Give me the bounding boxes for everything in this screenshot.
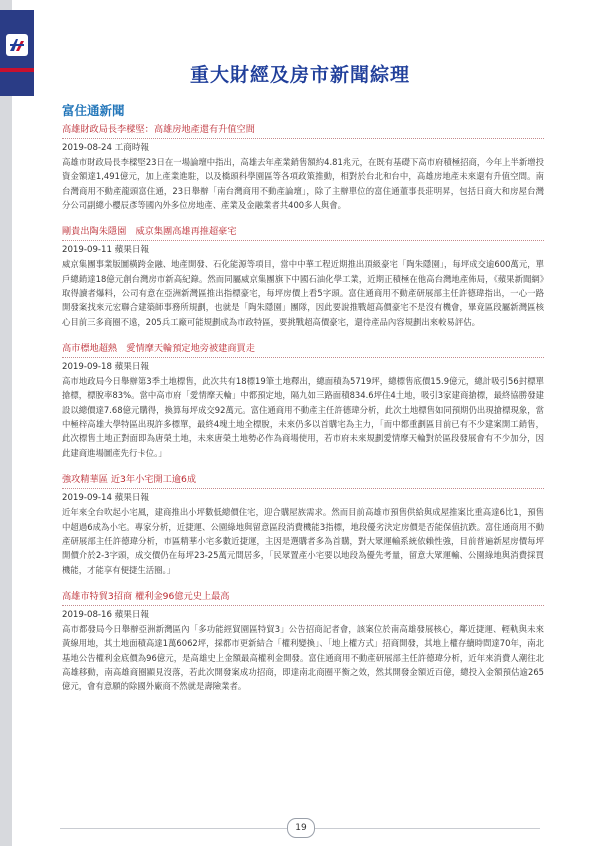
- page-title: 重大財經及房市新聞綜理: [189, 64, 410, 86]
- article-body: 高市地政局今日舉辦第3季土地標售，此次共有18標19筆土地釋出，總面積為5719坪，總標售底價15.9億元，總計吸引56封標單搶標，標脫率83%。當中高市府「愛情摩天輪」中都預定地，隔九如三路面積834.6坪住4土地，吸引3家建商搶標，最終協勝發建設以總價達7.68億元購得，換算每坪成交92萬元。富住通商用不動產主任許德瑋分析，此次土地標售如同預期仍出現搶標現象，當中極梓高雄大學特區出現許多標單，最終4塊土地全標脫，未來仍多以首購宅為主力，「而中都重劃區目前已有不少建案開工銷售，此次標售土地正對面即為唐榮土地，未來唐榮土地勢必作為商場使用，若市府未來規劃愛情摩天輪對於區段發展會有不少加分，因此建商進場圖產先行卡位。」: [62, 376, 544, 458]
- article-body: 威京集團事業版圖橫跨金融、地產開發、石化能源等項目，當中中華工程近期推出頂級豪宅「陶朱隱園」，每坪成交逾600萬元，單戶總銷達18億元創台灣房市新高紀錄。然而同屬威京集團旗下中國石油化學工業，近期正積極在他高台灣地產佈局，《蘋果新聞網》取得讀者爆料，公司有意在亞洲新灣區推出指標豪宅，每坪房價上看5字頭。富住通商用不動產研展部主任許德瑋指出，一心一路開發案找來元宏聯合建築師事務所規劃，也就是「陶朱隱園」團隊，因此要說推戰超高價豪宅不是沒有機會，畢竟區段屬新灣區核心目前三多商圈不遠，205兵工廠可能規劃成為市政特區，要挑戰超高價豪宅，還待產品內容規劃出來較易評估。: [62, 259, 544, 327]
- article-title[interactable]: 強攻精華區 近3年小宅開工逾6成: [62, 473, 544, 489]
- article-title[interactable]: 剛貴出陶朱隱園 威京集團高雄再推超豪宅: [62, 225, 544, 241]
- footer-divider-right: [314, 828, 540, 829]
- news-list: [62, 123, 544, 707]
- article-body: 高雄市財政局長李樑堅23日在一場論壇中指出，高雄去年產業銷售額約4.81兆元，在既有基礎下高市府積極招商，今年上半新增投資金額達1,491億元，加上產業進駐，以及橋頭科學園區等各項政策推動，相對於台北和台中，高雄房地產未來還有升值空間。南台灣商用不動產龍頭富住通，23日舉辦「南台灣商用不動產論壇」，除了主辦單位的富住通董事長莊明昇，包括日商大和房屋台灣分公司副總小櫻辰彥等國內外多位房地產、產業及金融業者共400多人與會。: [62, 157, 544, 211]
- left-rail: [0, 0, 12, 846]
- article-body: 高市都發局今日舉辦亞洲新灣區內「多功能經貿園區特貿3」公告招商記者會，該案位於南高雄發展核心，鄰近捷運、輕軌與未來黃線用地，其土地面積高達1萬6062坪，採都市更新結合「權利變換」、「地上權方式」招商開發，其地上權存續時間達70年，南北基地公告權利金底價為96億元，是高雄史上金額最高權利金開發。富住通商用不動產研展部主任許德瑋分析，近年來消費人潮往北高雄移動，南高雄商圈顯見沒落，若此次開發案成功招商，即達南北商圈平衡之效，然其開發金額近百億，總投入金額預估逾265億元，會有意願的除國外廠商不然就是壽險業者。: [62, 623, 544, 692]
- page-number: 19: [287, 818, 315, 838]
- article-date-source: 2019-09-11 蘋果日報: [62, 245, 150, 256]
- news-article: [62, 123, 544, 212]
- section-heading: 富住通新聞: [62, 103, 125, 118]
- article-title[interactable]: 高雄財政局長李樑堅：高雄房地產還有升值空間: [62, 123, 544, 139]
- news-article: [62, 590, 544, 694]
- footer-divider-left: [60, 828, 287, 829]
- news-article: [62, 342, 544, 460]
- article-title[interactable]: 高市標地超熱 愛情摩天輪預定地旁被建商買走: [62, 342, 544, 358]
- article-date-source: 2019-09-18 蘋果日報: [62, 362, 150, 373]
- article-body: 近年來全台吹起小宅風，建商推出小坪數低總價住宅，迎合購屋族需求。然而目前高雄市預售供給與成屋推案比重高達6比1，預售中超過6成為小宅。專家分析，近捷運、公園綠地與留意區段消費機能3指標，地段優劣決定房價是否能保值抗跌。富住通商用不動產研展部主任許德瑋分析，市區精華小宅多數近捷運，主因是選購者多為首購，對大眾運輸系統依賴性強，目前普遍新屋房價每坪開價介於2-3字頭，成交價仍在每坪23-25萬元間居多，「民眾置產小宅要以地段為優先考量，留意大眾運輸、公園綠地與消費採買機能，才能享有便捷生活圈。」: [62, 507, 544, 575]
- news-article: [62, 473, 544, 577]
- article-date-source: 2019-08-24 工商時報: [62, 143, 150, 153]
- news-article: [62, 225, 544, 329]
- company-logo: [6, 34, 28, 56]
- article-title[interactable]: 高雄市特貿3招商 權利金96億元史上最高: [62, 590, 544, 606]
- article-date-source: 2019-09-14 蘋果日報: [62, 493, 150, 504]
- logo-icon: [6, 34, 28, 56]
- article-date-source: 2019-08-16 蘋果日報: [62, 609, 150, 620]
